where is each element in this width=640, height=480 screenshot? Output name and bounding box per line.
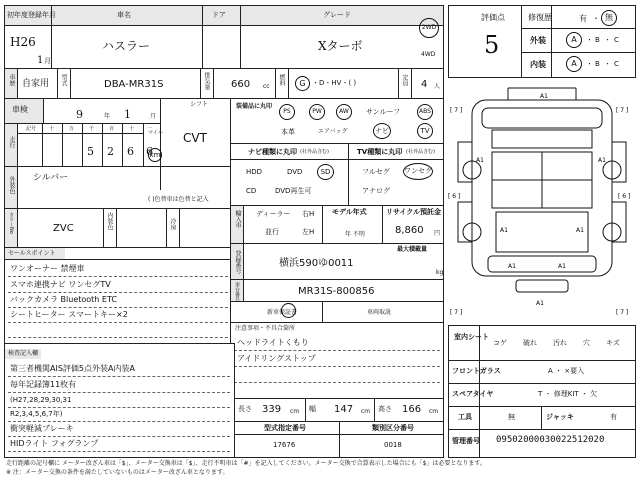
- reg-month-unit: 月: [44, 57, 51, 65]
- equip-navi-circled: ナビ: [373, 123, 391, 139]
- door-label: ドア: [212, 11, 226, 19]
- inspector-line: 毎年記録簿11枚有: [10, 380, 77, 389]
- sales-label: セールスポイント: [8, 250, 56, 257]
- inspection-year-unit: 年: [104, 113, 111, 120]
- tv-note: (社外品含む): [406, 149, 435, 155]
- sales-line: バックカメラ Bluetooth ETC: [10, 295, 117, 304]
- model-year-label: モデル年式: [332, 208, 367, 216]
- capacity-unit: 人: [434, 83, 441, 90]
- drive-2wd-circled: 2WD: [419, 18, 439, 38]
- chassis-label: 車台番号: [234, 282, 240, 302]
- car-name-label: 車名: [117, 11, 131, 19]
- length-value: 339: [262, 404, 282, 415]
- mileage-digit: 2: [107, 145, 114, 158]
- tools-value: 無: [508, 413, 515, 421]
- jack-value: 有: [610, 413, 617, 421]
- import-right: 右H: [302, 210, 315, 218]
- repair-label: 修復歴: [528, 13, 552, 22]
- interior-grade-b: B: [595, 60, 600, 68]
- notes-line: アイドリングストップ: [237, 354, 316, 363]
- notes-label: 注意事項・不具合箇所: [235, 325, 296, 332]
- color-label: 外装色: [8, 176, 15, 194]
- recycle-label: リサイクル預託金: [386, 208, 442, 216]
- mileage-symbol-label: 記号: [26, 126, 37, 132]
- mileage-unit: 十: [129, 126, 135, 132]
- height-label: 高さ: [378, 405, 392, 413]
- diagram-bracket: [ 6 ]: [448, 193, 461, 200]
- glass-label: フロントガラス: [452, 367, 501, 375]
- mgmt-label: 管理番号: [452, 437, 480, 445]
- mileage-unit: 一: [147, 126, 153, 132]
- inspection-month-unit: 月: [150, 113, 157, 120]
- equip-airbag: エアバッグ: [318, 128, 348, 135]
- inspector-line: 衝突軽減ブレーキ: [10, 424, 74, 433]
- mileage-digit: 6: [146, 145, 153, 158]
- equip-leather: 本革: [281, 128, 295, 136]
- mileage-km-circled: km: [148, 148, 162, 162]
- inspector-label: 検査記入欄: [8, 350, 39, 357]
- doc-new-warranty-circle: [281, 303, 296, 318]
- navi-label: ナビ種類に丸印: [248, 148, 297, 156]
- model-label: 型式: [60, 74, 67, 86]
- glass-value: A ・ ×要入: [548, 367, 585, 375]
- sales-line: スマホ連携ナビ ワンセグTV: [10, 280, 111, 289]
- navi-cd: CD: [246, 187, 257, 195]
- notes-line: ヘッドライトくもり: [237, 338, 309, 347]
- disp-unit: cc: [263, 83, 270, 90]
- equip-tv-circled: TV: [417, 123, 433, 139]
- equip-abs-circled: ABS: [417, 104, 433, 120]
- drive-4wd: 4WD: [421, 51, 436, 58]
- recycle-value: 8,860: [395, 225, 424, 236]
- equip-ps-circled: PS: [279, 104, 295, 120]
- equip-pw-circled: PW: [309, 104, 325, 120]
- type-cert-value: 17676: [273, 441, 296, 449]
- exterior-grade-b: B: [595, 36, 600, 44]
- mgmt-value: 09502000030022512020: [496, 435, 605, 445]
- recycle-unit: 円: [434, 230, 441, 237]
- jack-label: ジャッキ: [546, 413, 574, 421]
- inspector-line: HIDライト フォグランプ: [10, 439, 99, 448]
- color-no-label: カラーNo: [8, 212, 14, 234]
- doc-new-warranty: 新車保証書: [267, 309, 298, 316]
- exterior-grade-a-circled: A: [566, 32, 582, 48]
- chassis-value: MR31S-800856: [298, 286, 375, 297]
- seat-label: 室内シート: [454, 333, 489, 341]
- model-value: DBA-MR31S: [104, 79, 164, 90]
- damage-mark: A1: [508, 263, 516, 270]
- interior-grade-c: C: [614, 60, 619, 68]
- interior-color-label: 内装色: [106, 212, 113, 230]
- tv-oneseg-circled: ワンセグ: [403, 163, 433, 180]
- fuel-label: 燃料: [278, 74, 285, 86]
- reg-era: H26: [10, 35, 36, 49]
- navi-dvd-play: DVD再生可: [275, 187, 312, 195]
- length-unit: cm: [290, 408, 300, 415]
- navi-hdd: HDD: [246, 168, 263, 176]
- diagram-bracket: [ 7 ]: [616, 107, 629, 114]
- load-unit: kg: [436, 269, 444, 276]
- navi-note: (社外品含む): [300, 149, 329, 155]
- inspection-year: 9: [76, 108, 83, 121]
- reg-month: 1: [37, 55, 44, 66]
- import-dealer: ディーラー: [256, 210, 291, 218]
- footer-note: 走行距離の記号欄に メーター改ざん車は「$」、メーター交換車は「$」、走行不明車は「#」を記入してください。メーター交換で合算表示した場合にも「$」は必要となります。: [6, 460, 486, 467]
- spare-label: スペアタイヤ: [452, 390, 494, 398]
- mileage-mile: マイル: [148, 130, 163, 136]
- shift-value: CVT: [183, 131, 207, 145]
- diagram-bracket: [ 7 ]: [450, 107, 463, 114]
- sales-line: ワンオーナー 禁煙車: [10, 264, 85, 273]
- tv-label: TV種類に丸印: [357, 148, 403, 156]
- interior-label: 内装: [530, 60, 546, 69]
- use-label: 車歴: [8, 74, 15, 86]
- seat-item: キズ: [606, 339, 620, 347]
- damage-mark: A1: [540, 93, 548, 100]
- color-note: ( )色替車は色替と記入: [148, 196, 209, 203]
- type-cert-label: 型式指定番号: [264, 424, 306, 432]
- inspection-month: 1: [124, 108, 131, 121]
- exterior-label: 外装: [530, 36, 546, 45]
- height-unit: cm: [429, 408, 439, 415]
- width-label: 幅: [309, 405, 316, 413]
- interior-grade-a-circled: A: [566, 56, 582, 72]
- plate-value: 横浜590ゆ0011: [279, 258, 354, 269]
- spare-value: T ・ 修理KIT ・ 欠: [538, 390, 598, 398]
- navi-sd-circled: SD: [317, 164, 334, 180]
- width-unit: cm: [361, 408, 371, 415]
- inspection-label: 車検: [12, 105, 28, 114]
- disp-value: 660: [231, 79, 251, 90]
- damage-mark: A1: [476, 157, 484, 164]
- equip-sunroof: サンルーフ: [366, 108, 401, 116]
- max-load-label: 最大積載量: [397, 246, 428, 253]
- damage-mark: A1: [598, 157, 606, 164]
- model-year-value: 年 不明: [345, 231, 365, 238]
- equipment-label: 装備品に丸印: [236, 103, 273, 110]
- mileage-unit: 十: [49, 126, 55, 132]
- diagram-bracket: [ 7 ]: [616, 309, 629, 316]
- fuel-gasoline-circled: G: [295, 76, 310, 91]
- seat-item: コゲ: [493, 339, 507, 347]
- mileage-unit: 百: [109, 126, 115, 132]
- grade: Xターボ: [318, 39, 363, 53]
- mileage-unit: 万: [69, 126, 75, 132]
- score-value: 5: [484, 31, 500, 59]
- footer-note: ※ 注：メーター交換の条件を満たしていないものはメーター改ざん車となります。: [6, 469, 229, 476]
- width-value: 147: [334, 404, 354, 415]
- equip-aw-circled: AW: [336, 104, 352, 120]
- doc-manual: 車両取説: [367, 309, 392, 316]
- damage-mark: A1: [576, 227, 584, 234]
- reg-year-label: 初年度登録年月: [7, 11, 56, 19]
- damage-mark: A1: [536, 300, 544, 307]
- mileage-digit: 6: [127, 145, 134, 158]
- seat-item: 穴: [583, 339, 590, 347]
- ac-label: 冷房: [169, 218, 176, 230]
- disp-label: 排気量: [203, 72, 210, 90]
- tools-label: 工具: [458, 413, 472, 421]
- category-value: 0018: [384, 441, 402, 449]
- score-label: 評価点: [481, 13, 505, 22]
- repair-sep: ・: [592, 14, 600, 23]
- exterior-grade-c: C: [614, 36, 619, 44]
- use-value: 自家用: [22, 79, 50, 89]
- import-left: 左H: [302, 228, 315, 236]
- mileage-digit: 5: [87, 145, 94, 158]
- import-parallel: 並行: [265, 228, 279, 236]
- diagram-bracket: [ 6 ]: [618, 193, 631, 200]
- repair-no-circled: 無: [601, 10, 617, 26]
- length-label: 長さ: [238, 405, 252, 413]
- car-name: ハスラー: [102, 39, 151, 53]
- height-value: 166: [402, 404, 422, 415]
- capacity-label: 定員: [401, 74, 408, 86]
- damage-mark: A1: [558, 263, 566, 270]
- color-no-value: ZVC: [53, 223, 74, 234]
- fuel-options: ・D・HV・( ): [312, 79, 357, 87]
- mileage-unit: 千: [89, 126, 95, 132]
- navi-dvd: DVD: [287, 168, 303, 176]
- category-label: 類別区分番号: [372, 424, 414, 432]
- seat-item: 汚れ: [553, 339, 567, 347]
- tv-fullseg: フルセグ: [362, 168, 390, 176]
- color-value: シルバー: [33, 173, 69, 183]
- plate-label: 登録番号: [234, 250, 241, 274]
- inspector-line: 第三者機関AIS評価5点外装A内装A: [10, 364, 135, 373]
- tv-analog: アナログ: [362, 187, 390, 195]
- grade-label: グレード: [323, 11, 351, 19]
- repair-yes: 有: [579, 14, 587, 23]
- damage-mark: A1: [500, 227, 508, 234]
- car-damage-diagram: [448, 82, 636, 322]
- import-label: 輸入車: [234, 210, 241, 228]
- inspector-line: R2,3,4,5,6,7年): [10, 410, 63, 418]
- inspector-line: (H27,28,29,30,31: [10, 396, 72, 404]
- sales-line: シートヒーター スマートキー×2: [10, 310, 128, 319]
- capacity-value: 4: [421, 79, 428, 90]
- shift-label: シフト: [190, 101, 209, 108]
- seat-item: 破れ: [523, 339, 537, 347]
- mileage-label: 走行: [8, 136, 15, 148]
- diagram-bracket: [ 7 ]: [450, 309, 463, 316]
